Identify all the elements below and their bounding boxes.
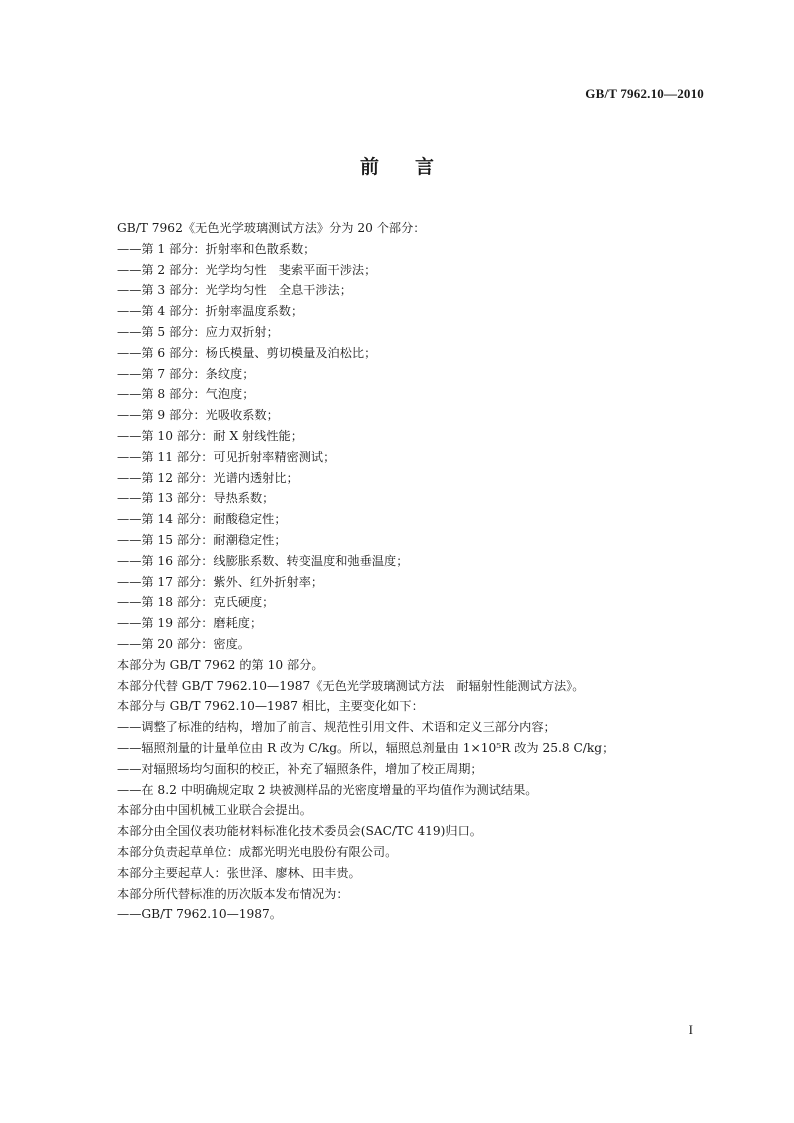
paragraph-line: 本部分负责起草单位：成都光明光电股份有限公司。: [117, 844, 398, 859]
paragraph-line: ——第 10 部分：耐 X 射线性能；: [117, 428, 303, 443]
paragraph-line: ——第 20 部分：密度。: [117, 636, 250, 651]
paragraph-line: 本部分与 GB/T 7962.10—1987 相比，主要变化如下：: [117, 699, 424, 714]
standard-code-header: GB/T 7962.10—2010: [585, 86, 704, 101]
paragraph-line: 本部分所代替标准的历次版本发布情况为：: [117, 886, 349, 901]
paragraph-line: ——第 9 部分：光吸收系数；: [117, 408, 279, 423]
paragraph-line: GB/T 7962《无色光学玻璃测试方法》分为 20 个部分：: [117, 221, 426, 235]
paragraph-line: ——第 8 部分：气泡度；: [117, 387, 255, 402]
paragraph-line: ——调整了标准的结构，增加了前言、规范性引用文件、术语和定义三部分内容；: [117, 720, 556, 735]
paragraph-line: 本部分由全国仪表功能材料标准化技术委员会(SAC/TC 419)归口。: [117, 824, 482, 839]
paragraph-line: ——第 14 部分：耐酸稳定性；: [117, 512, 287, 527]
paragraph-line: ——第 6 部分：杨氏模量、剪切模量及泊松比；: [117, 345, 377, 360]
paragraph-line: 本部分为 GB/T 7962 的第 10 部分。: [117, 657, 324, 672]
paragraph-line: ——第 4 部分：折射率温度系数；: [117, 304, 304, 319]
paragraph-line: ——第 15 部分：耐潮稳定性；: [117, 532, 287, 547]
paragraph-line: 本部分主要起草人：张世泽、廖林、田丰贵。: [117, 865, 361, 880]
page-title: 前言: [359, 156, 470, 178]
paragraph-line: ——对辐照场均匀面积的校正，补充了辐照条件，增加了校正周期；: [117, 761, 483, 776]
paragraph-line: ——第 3 部分：光学均匀性 全息干涉法；: [117, 283, 352, 298]
paragraph-line: ——第 11 部分：可见折射率精密测试；: [117, 449, 336, 464]
paragraph-line: ——第 18 部分：克氏硬度；: [117, 595, 275, 610]
page-number: I: [688, 1022, 693, 1037]
paragraph-line: ——第 17 部分：紫外、红外折射率；: [117, 574, 324, 589]
paragraph-line: ——GB/T 7962.10—1987。: [117, 907, 282, 922]
foreword-body: [117, 218, 717, 925]
paragraph-line: ——第 12 部分：光谱内透射比；: [117, 470, 299, 485]
paragraph-line: ——第 16 部分：线膨胀系数、转变温度和弛垂温度；: [117, 553, 409, 568]
paragraph-line: ——在 8.2 中明确规定取 2 块被测样品的光密度增量的平均值作为测试结果。: [117, 782, 538, 797]
paragraph-line: ——辐照剂量的计量单位由 R 改为 C/kg。所以，辐照总剂量由 1×10⁵R 改为 25.8 C/kg；: [117, 740, 615, 755]
paragraph-line: ——第 1 部分：折射率和色散系数；: [117, 241, 316, 256]
paragraph-line: ——第 2 部分：光学均匀性 斐索平面干涉法；: [117, 262, 377, 277]
paragraph-line: ——第 19 部分：磨耗度；: [117, 616, 263, 631]
paragraph-line: 本部分由中国机械工业联合会提出。: [117, 803, 312, 818]
paragraph-line: ——第 7 部分：条纹度；: [117, 366, 255, 381]
paragraph-line: ——第 13 部分：导热系数；: [117, 491, 275, 506]
paragraph-line: 本部分代替 GB/T 7962.10—1987《无色光学玻璃测试方法 耐辐射性能测试方法》。: [117, 678, 585, 693]
paragraph-line: ——第 5 部分：应力双折射；: [117, 324, 279, 339]
